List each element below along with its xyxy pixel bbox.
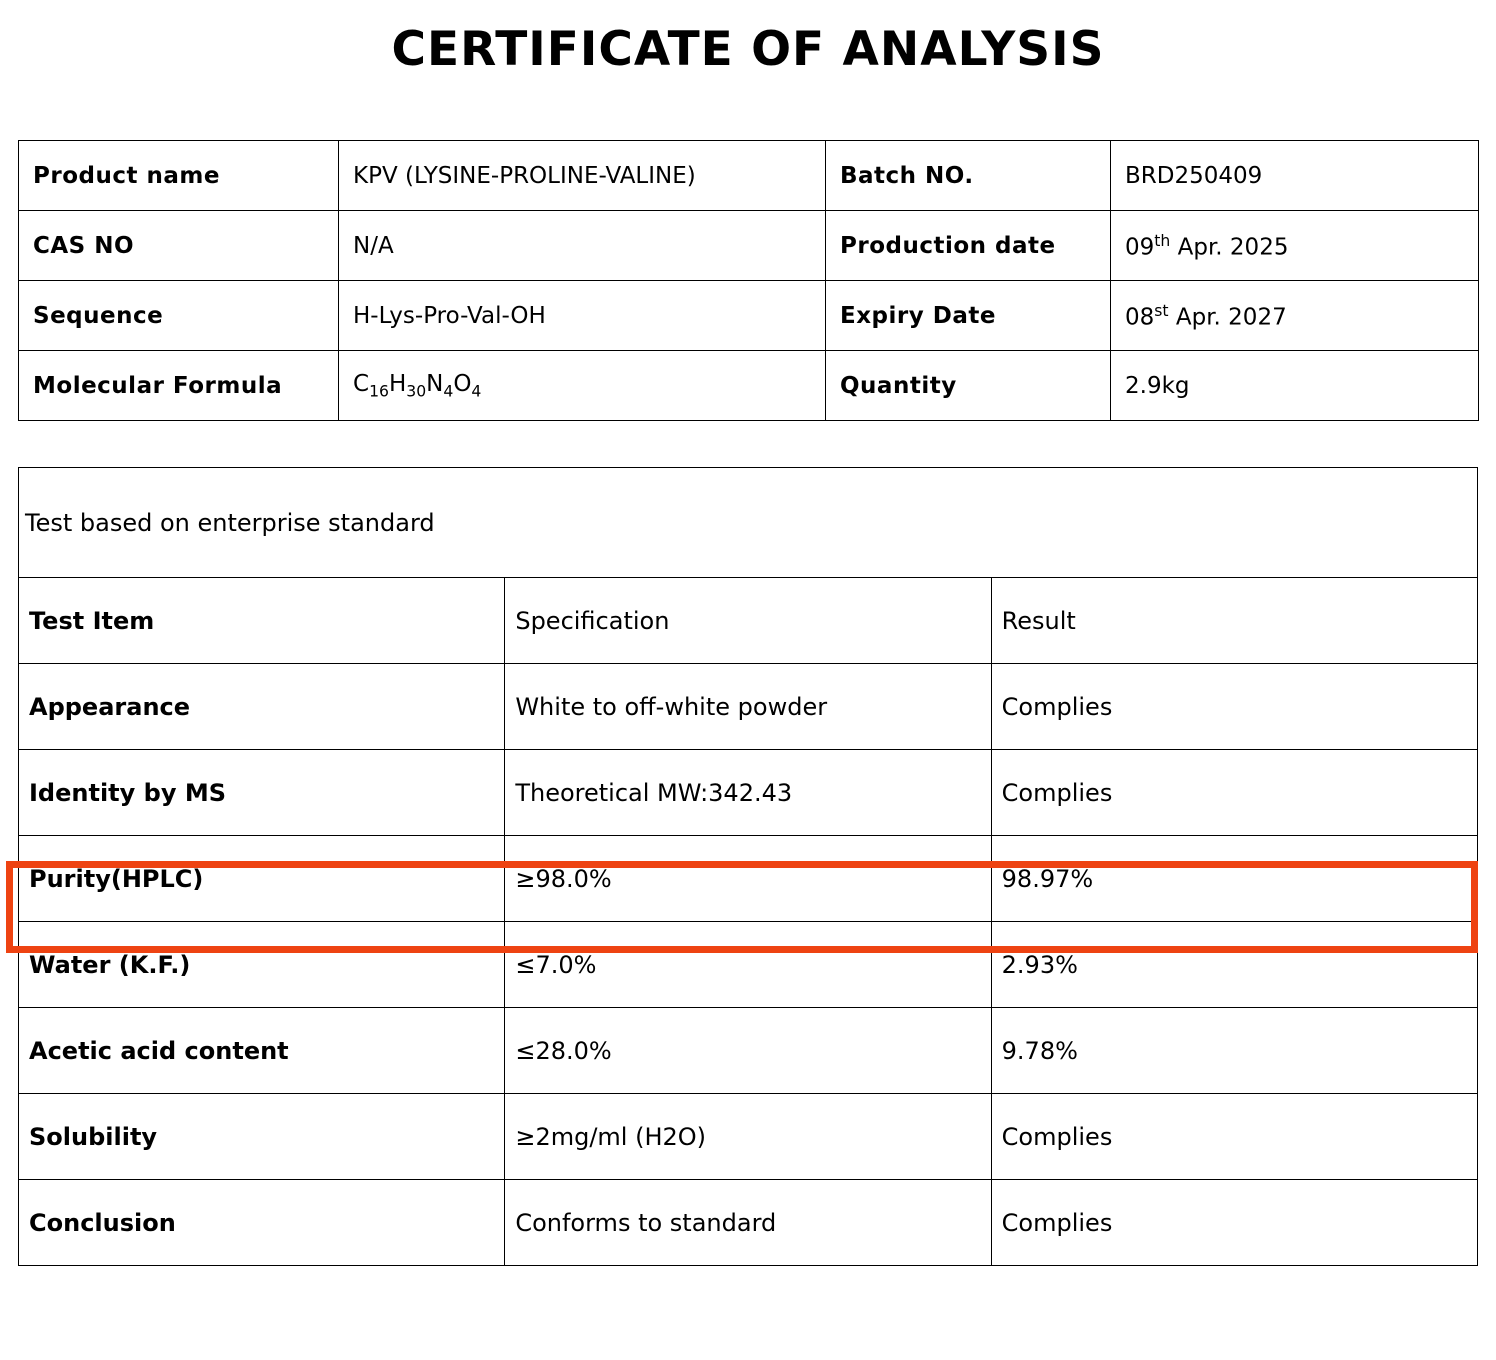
test-item-purity-hplc: Purity(HPLC): [19, 836, 505, 922]
result-identity-by-ms: Complies: [991, 750, 1477, 836]
spec-identity-by-ms: Theoretical MW:342.43: [505, 750, 991, 836]
test-item-identity-by-ms: Identity by MS: [19, 750, 505, 836]
column-header-test-item: Test Item: [19, 578, 505, 664]
value-cas-no: N/A: [339, 211, 826, 281]
spec-solubility: ≥2mg/ml (H2O): [505, 1094, 991, 1180]
label-product-name: Product name: [19, 141, 339, 211]
table-header-row: [19, 578, 1478, 664]
value-expiry-date: 08st Apr. 2027: [1111, 281, 1479, 351]
test-item-water-kf: Water (K.F.): [19, 922, 505, 1008]
spec-water-kf: ≤7.0%: [505, 922, 991, 1008]
certificate-page: [0, 22, 1496, 1360]
table-row: [19, 211, 1479, 281]
column-header-specification: Specification: [505, 578, 991, 664]
test-item-solubility: Solubility: [19, 1094, 505, 1180]
value-sequence: H-Lys-Pro-Val-OH: [339, 281, 826, 351]
table-row: [19, 141, 1479, 211]
table-row: [19, 1180, 1478, 1266]
result-conclusion: Complies: [991, 1180, 1477, 1266]
result-acetic-acid-content: 9.78%: [991, 1008, 1477, 1094]
label-expiry-date: Expiry Date: [826, 281, 1111, 351]
column-header-result: Result: [991, 578, 1477, 664]
spec-purity-hplc: ≥98.0%: [505, 836, 991, 922]
table-row: [19, 1094, 1478, 1180]
product-info-table: [18, 140, 1479, 421]
table-row: [19, 750, 1478, 836]
value-product-name: KPV (LYSINE-PROLINE-VALINE): [339, 141, 826, 211]
spec-conclusion: Conforms to standard: [505, 1180, 991, 1266]
spec-appearance: White to off-white powder: [505, 664, 991, 750]
standard-note-row: [19, 468, 1478, 578]
test-results-section: [18, 467, 1478, 1266]
result-solubility: Complies: [991, 1094, 1477, 1180]
table-row: [19, 1008, 1478, 1094]
test-item-acetic-acid-content: Acetic acid content: [19, 1008, 505, 1094]
value-molecular-formula: $C_{16}H_{30}N_4O_4$: [339, 351, 826, 421]
test-item-appearance: Appearance: [19, 664, 505, 750]
value-quantity: 2.9kg: [1111, 351, 1479, 421]
label-cas-no: CAS NO: [19, 211, 339, 281]
label-molecular-formula: Molecular Formula: [19, 351, 339, 421]
result-water-kf: 2.93%: [991, 922, 1477, 1008]
table-row: [19, 922, 1478, 1008]
label-batch-no: Batch NO.: [826, 141, 1111, 211]
label-production-date: Production date: [826, 211, 1111, 281]
value-production-date: 09th Apr. 2025: [1111, 211, 1479, 281]
test-item-conclusion: Conclusion: [19, 1180, 505, 1266]
result-appearance: Complies: [991, 664, 1477, 750]
test-results-table: [18, 467, 1478, 1266]
table-row: [19, 351, 1479, 421]
table-row: [19, 281, 1479, 351]
value-batch-no: BRD250409: [1111, 141, 1479, 211]
table-row: [19, 664, 1478, 750]
result-purity-hplc: 98.97%: [991, 836, 1477, 922]
label-quantity: Quantity: [826, 351, 1111, 421]
page-title: CERTIFICATE OF ANALYSIS: [391, 22, 1105, 77]
table-row-highlighted: [19, 836, 1478, 922]
label-sequence: Sequence: [19, 281, 339, 351]
standard-note: Test based on enterprise standard: [19, 468, 1478, 578]
spec-acetic-acid-content: ≤28.0%: [505, 1008, 991, 1094]
